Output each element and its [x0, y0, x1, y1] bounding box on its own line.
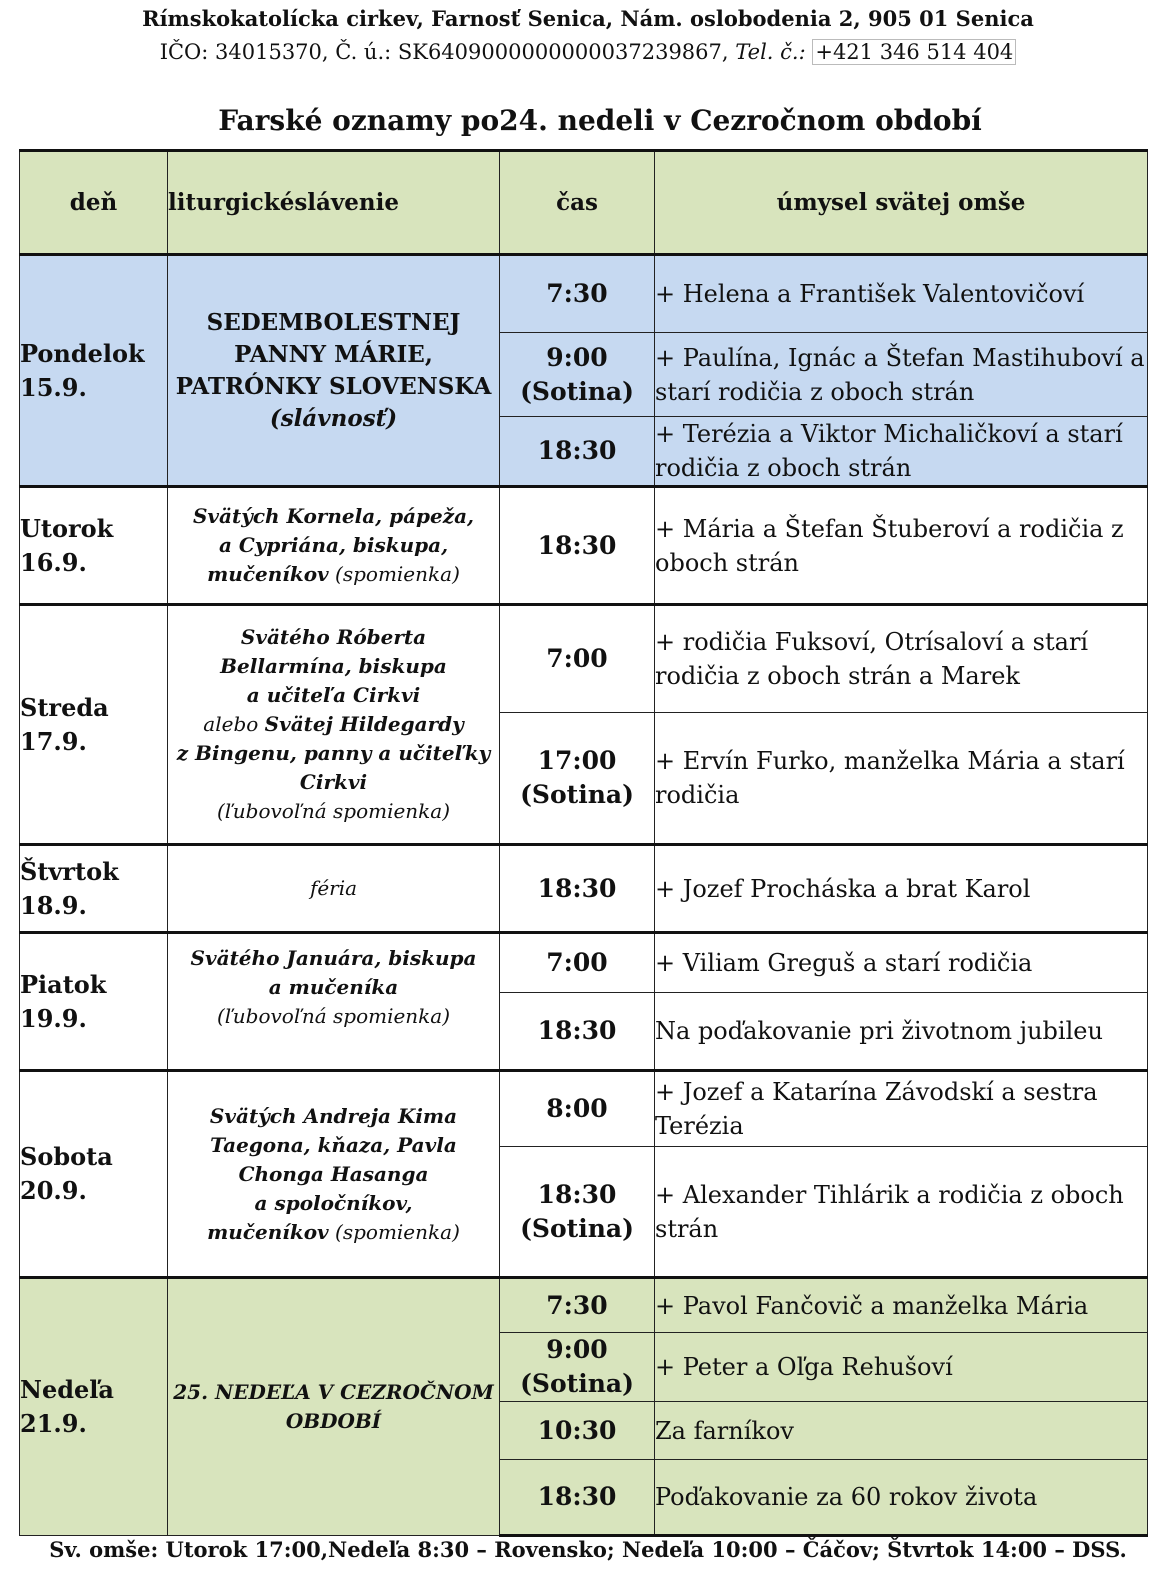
liturgy-cell-wednesday: Svätého Róberta Bellarmína, biskupa a učiteľa Cirkvi alebo Svätej Hildegardy z Bingenu, panny a učiteľky Cirkvi (ľubovoľná spomienka) — [168, 605, 500, 845]
mass-intention: + Pavol Fančovič a manželka Mária — [655, 1278, 1148, 1333]
mass-intention: + Viliam Greguš a starí rodičia — [655, 933, 1148, 993]
column-header-intention: úmysel svätej omše — [655, 151, 1148, 255]
mass-intention: Poďakovanie za 60 rokov života — [655, 1460, 1148, 1536]
mass-intention: Za farníkov — [655, 1402, 1148, 1460]
day-cell-thursday: Štvrtok 18.9. — [20, 845, 168, 933]
mass-time: 8:00 — [500, 1071, 655, 1147]
mass-time: 18:30 — [500, 1460, 655, 1536]
mass-time: 18:30 — [500, 417, 655, 487]
parish-contact — [0, 40, 1176, 64]
liturgy-cell-saturday: Svätých Andreja Kima Taegona, kňaza, Pavla Chonga Hasanga a spoločníkov, mučeníkov (spomienka) — [168, 1071, 500, 1278]
mass-time: 7:00 — [500, 605, 655, 713]
column-header-liturgy: liturgickéslávenie — [168, 151, 500, 255]
day-cell-saturday: Sobota 20.9. — [20, 1071, 168, 1278]
mass-time: 9:00 (Sotina) — [500, 1333, 655, 1402]
parish-ico-account: IČO: 34015370, Č. ú.: SK6409000000000037239867, — [159, 40, 729, 64]
page-title: Farské oznamy po24. nedeli v Cezročnom období — [218, 104, 982, 137]
table-row — [20, 605, 1148, 713]
column-header-time: čas — [500, 151, 655, 255]
day-cell-tuesday: Utorok 16.9. — [20, 487, 168, 605]
day-cell-monday: Pondelok 15.9. — [20, 255, 168, 487]
mass-time: 7:30 — [500, 1278, 655, 1333]
mass-schedule-table — [19, 149, 1148, 1537]
liturgy-cell-thursday: féria — [168, 845, 500, 933]
table-row — [20, 845, 1148, 933]
day-cell-wednesday: Streda 17.9. — [20, 605, 168, 845]
column-header-day: deň — [20, 151, 168, 255]
mass-intention: + Mária a Štefan Štuberoví a rodičia z oboch strán — [655, 487, 1148, 605]
mass-intention: + rodičia Fuksoví, Otrísaloví a starí rodičia z oboch strán a Marek — [655, 605, 1148, 713]
mass-intention: + Peter a Oľga Rehušoví — [655, 1333, 1148, 1402]
table-row — [20, 933, 1148, 993]
liturgy-cell-sunday: 25. NEDEĽA V CEZROČNOM OBDOBÍ — [168, 1278, 500, 1536]
mass-time: 18:30 — [500, 845, 655, 933]
mass-time: 17:00 (Sotina) — [500, 713, 655, 845]
table-row — [20, 255, 1148, 333]
mass-intention: + Jozef Procháska a brat Karol — [655, 845, 1148, 933]
liturgy-cell-friday: Svätého Januára, biskupa a mučeníka (ľubovoľná spomienka) — [168, 933, 500, 1071]
mass-time: 10:30 — [500, 1402, 655, 1460]
liturgy-cell-tuesday: Svätých Kornela, pápeža, a Cypriána, biskupa, mučeníkov (spomienka) — [168, 487, 500, 605]
table-row — [20, 1071, 1148, 1147]
day-cell-friday: Piatok 19.9. — [20, 933, 168, 1071]
mass-time: 7:00 — [500, 933, 655, 993]
day-cell-sunday: Nedeľa 21.9. — [20, 1278, 168, 1536]
mass-time: 18:30 — [500, 487, 655, 605]
mass-time: 18:30 (Sotina) — [500, 1147, 655, 1278]
mass-intention: + Terézia a Viktor Michaličkoví a starí rodičia z oboch strán — [655, 417, 1148, 487]
mass-intention: + Ervín Furko, manželka Mária a starí rodičia — [655, 713, 1148, 845]
mass-intention: Na poďakovanie pri životnom jubileu — [655, 993, 1148, 1071]
mass-time: 7:30 — [500, 255, 655, 333]
mass-intention: + Helena a František Valentovičoví — [655, 255, 1148, 333]
mass-intention: + Jozef a Katarína Závodskí a sestra Terézia — [655, 1071, 1148, 1147]
phone-number[interactable]: +421 346 514 404 — [812, 39, 1016, 65]
mass-intention: + Paulína, Ignác a Štefan Mastihuboví a starí rodičia z oboch strán — [655, 333, 1148, 417]
mass-time: 18:30 — [500, 993, 655, 1071]
table-row — [20, 487, 1148, 605]
phone-label: Tel. č.: — [735, 40, 806, 64]
footer-other-masses: Sv. omše: Utorok 17:00,Nedeľa 8:30 – Rovensko; Nedeľa 10:00 – Čáčov; Štvrtok 14:00 – DSS. — [49, 1537, 1127, 1562]
liturgy-cell-monday: SEDEMBOLESTNEJ PANNY MÁRIE, PATRÓNKY SLOVENSKA (slávnosť) — [168, 255, 500, 487]
mass-intention: + Alexander Tihlárik a rodičia z oboch strán — [655, 1147, 1148, 1278]
table-header-row — [20, 151, 1148, 255]
mass-time: 9:00 (Sotina) — [500, 333, 655, 417]
table-row — [20, 1278, 1148, 1333]
parish-address: Rímskokatolícka cirkev, Farnosť Senica, Nám. oslobodenia 2, 905 01 Senica — [142, 6, 1034, 31]
